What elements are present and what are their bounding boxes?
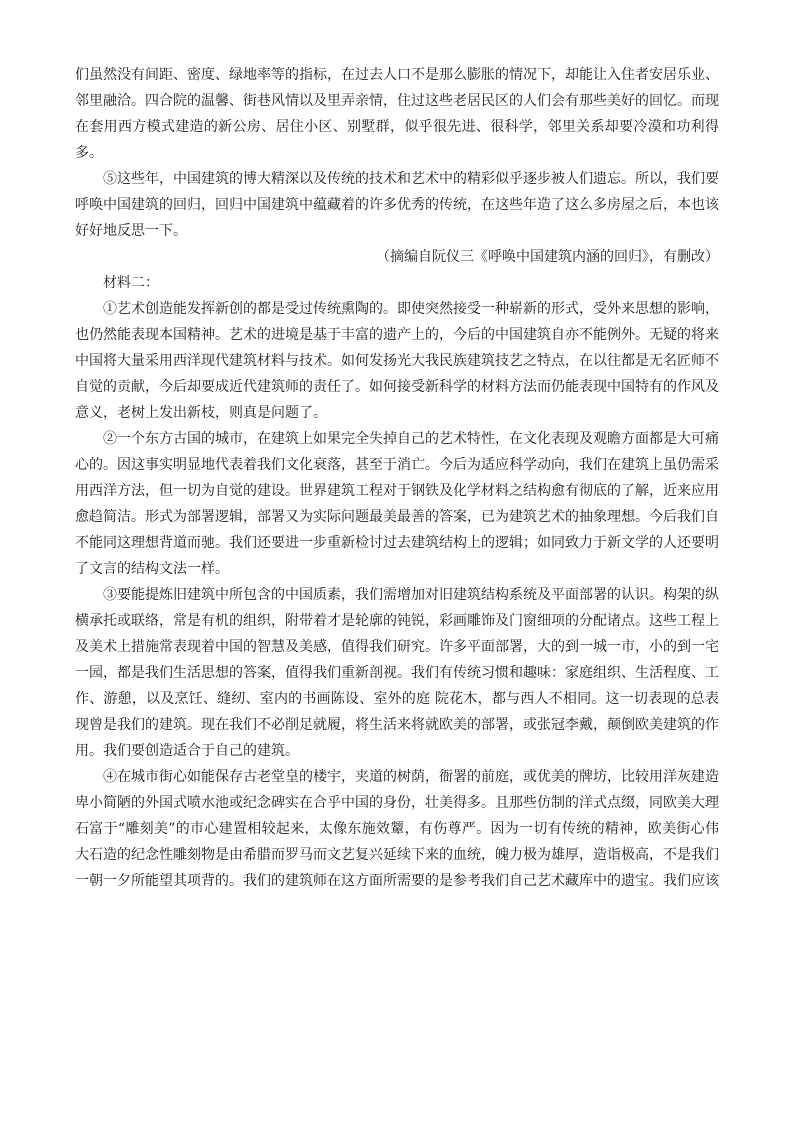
material-two-paragraph-2: ②一个东方古国的城市，在建筑上如果完全失掉自己的艺术特性，在文化表现及观瞻方面都是大可痛心的。因这事实明显地代表着我们文化衰落，甚至于消亡。今后为适应科学动向，我们在建筑上虽仍需采用西洋方法，但一切为自觉的建设。世界建筑工程对于钢铁及化学材料之结构愈有彻底的了解，近来应用愈趋简洁。形式为部署逻辑，部署又为实际问题最美最善的答案，已为建筑艺术的抽象理想。今后我们自不能同这理想背道而驰。我们还要进一步重新检讨过去建筑结构上的逻辑；如同致力于新文学的人还要明了文言的结构文法一样。 <box>75 431 719 577</box>
source-citation: （摘编自阮仪三《呼唤中国建筑内涵的回归》，有删改） <box>376 249 719 265</box>
paragraph-continuation: 们虽然没有间距、密度、绿地率等的指标，在过去人口不是那么膨胀的情况下，却能让入住者安居乐业、邻里融洽。四合院的温馨、街巷风情以及里弄亲情，住过这些老居民区的人们会有那些美好的回忆。而现在套用西方模式建造的新公房、居住小区、别墅群，似乎很先进、很科学，邻里关系却要冷漠和功利得多。 <box>75 67 719 161</box>
material-two-heading: 材料二： <box>103 275 159 291</box>
material-two-paragraph-3: ③要能提炼旧建筑中所包含的中国质素，我们需增加对旧建筑结构系统及平面部署的认识。构架的纵横承托或联络，常是有机的组织，附带着才是轮廓的钝锐，彩画雕饰及门窗细项的分配诸点。这些工程上及美术上措施常表现着中国的智慧及美感，值得我们研究。许多平面部署，大的到一城一市，小的到一宅一园，都是我们生活思想的答案，值得我们重新剖视。我们有传统习惯和趣味：家庭组织、生活程度、工作、游憩，以及烹饪、缝纫、室内的书画陈设、室外的庭 院花木，都与西人不相同。这一切表现的总表现曾是我们的建筑。现在我们不必削足就履，将生活来将就欧美的部署，或张冠李戴，颠倒欧美建筑的作用。我们要创造适合于自己的建筑。 <box>75 587 719 759</box>
material-two-paragraph-1: ①艺术创造能发挥新创的都是受过传统熏陶的。即使突然接受一种崭新的形式，受外来思想的影响，也仍然能表现本国精神。艺术的进境是基于丰富的遗产上的，今后的中国建筑自亦不能例外。无疑的将来中国将大量采用西洋现代建筑材料与技术。如何发扬光大我民族建筑技艺之特点，在以往都是无名匠师不自觉的贡献，今后却要成近代建筑师的责任了。如何接受新科学的材料方法而仍能表现中国特有的作风及意义，老树上发出新枝，则真是问题了。 <box>75 301 719 421</box>
article-body <box>75 62 719 894</box>
material-two-paragraph-4: ④在城市街心如能保存古老堂皇的楼宇，夹道的树荫，衙署的前庭，或优美的牌坊，比较用洋灰建造卑小简陋的外国式喷水池或纪念碑实在合乎中国的身份，壮美得多。且那些仿制的洋式点缀，同欧美大理石富于“雕刻美”的市心建置相较起来，太像东施效颦，有伤尊严。因为一切有传统的精神，欧美街心伟大石造的纪念性雕刻物是由希腊而罗马而文艺复兴延续下来的血统，魄力极为雄厚，造诣极高，不是我们一朝一夕所能望其项背的。我们的建筑师在这方面所需要的是参考我们自己艺术藏库中的遗宝。我们应该 <box>75 769 719 889</box>
paragraph-5: ⑤这些年，中国建筑的博大精深以及传统的技术和艺术中的精彩似乎逐步被人们遗忘。所以，我们要呼唤中国建筑的回归，回归中国建筑中蕴藏着的许多优秀的传统，在这些年造了这么多房屋之后，本也该好好地反思一下。 <box>75 171 719 239</box>
